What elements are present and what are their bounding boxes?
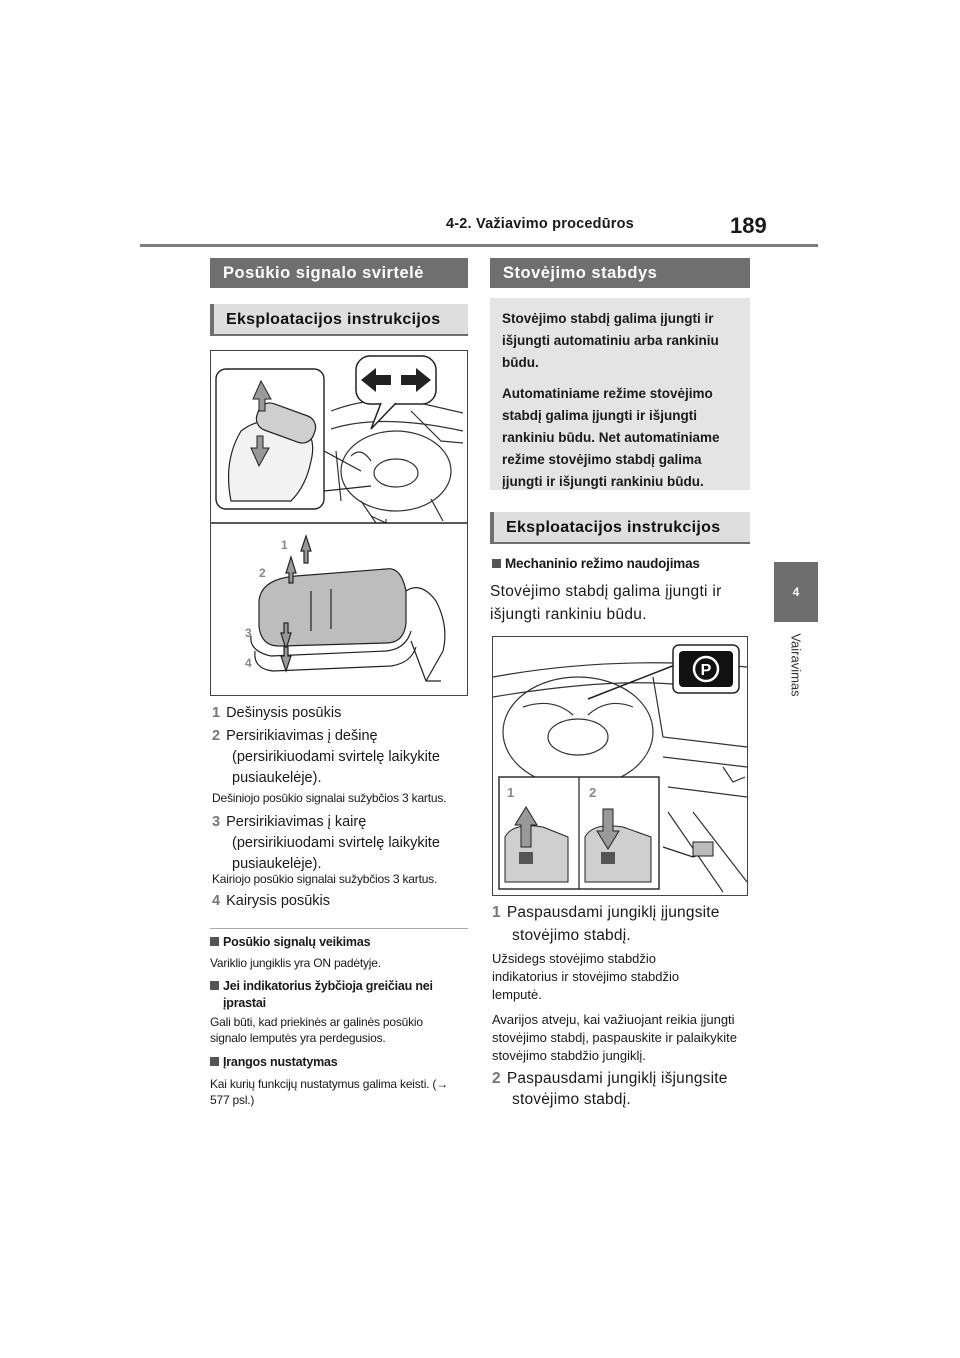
note-title: Posūkio signalų veikimas — [223, 935, 371, 949]
section-title-turn-signal: Posūkio signalo svirtelė — [210, 258, 468, 288]
note-body: Kai kurių funkcijų nustatymus galima keisti. (→ 577 psl.) — [210, 1077, 449, 1107]
item-text: Paspausdami jungiklį išjungsite stovėjimo stabdį. — [506, 1070, 728, 1108]
item-number: 2 — [212, 728, 221, 744]
item-text: Persirikiavimas į dešinę (persirikiuodami svirtelę laikykite pusiaukelėje). — [226, 728, 440, 786]
lever-arrow-4-icon — [281, 647, 291, 671]
chapter-number: 4 — [792, 585, 800, 599]
note-body: Variklio jungiklis yra ON padėtyje. — [210, 956, 381, 970]
list-item — [492, 901, 747, 947]
brake-p-icon: P — [700, 662, 712, 679]
note-heading — [210, 1055, 470, 1069]
list-item — [492, 1068, 747, 1110]
page-number: 189 — [730, 213, 767, 238]
lever-illustration — [251, 536, 445, 681]
info-paragraph: Automatiniame režime stovėjimo stabdį galima įjungti ir išjungti rankiniu būdu. Net automatiniame režime stovėjimo stabdį galima įjungti ir išjungti rankiniu būdu. — [502, 386, 720, 489]
chapter-title: Vairavimas — [788, 633, 804, 697]
list-item — [212, 703, 470, 724]
item-number: 1 — [492, 904, 501, 921]
list-item — [212, 726, 464, 789]
fig-label-2: 2 — [259, 566, 266, 580]
notes-divider — [210, 928, 468, 929]
mode-intro: Stovėjimo stabdį galima įjungti ir išjungti rankiniu būdu. — [490, 583, 722, 623]
note-title: Įrangos nustatymas — [223, 1055, 338, 1069]
hand-on-lever-inset — [216, 369, 371, 509]
parking-indicator — [588, 645, 739, 699]
parking-brake-illustration — [493, 637, 747, 895]
subsection-title-right: Eksploatacijos instrukcijos — [490, 512, 750, 544]
note-heading — [210, 978, 458, 1012]
list-item — [212, 891, 470, 912]
fig-label-1: 1 — [281, 538, 288, 552]
item-text: Paspausdami jungiklį įjungsite stovėjimo stabdį. — [506, 904, 720, 944]
note-right-signal: Dešiniojo posūkio signalai sužybčios 3 kartus. — [212, 791, 447, 805]
item-text: Kairysis posūkis — [226, 893, 331, 909]
fig-label-1: 1 — [507, 785, 515, 800]
info-paragraph: Stovėjimo stabdį galima įjungti ir išjungti automatiniu arba rankiniu būdu. — [502, 311, 719, 370]
square-bullet-icon — [210, 1057, 219, 1066]
section-title-parking-brake: Stovėjimo stabdys — [490, 258, 750, 288]
mode-heading-text: Mechaninio režimo naudojimas — [505, 556, 700, 571]
fig-label-4: 4 — [245, 656, 252, 670]
item-note: Avarijos atveju, kai važiuojant reikia įjungti stovėjimo stabdį, paspauskite ir palaikykite stovėjimo stabdžio jungiklį. — [492, 1012, 737, 1063]
note-heading — [210, 935, 470, 949]
item-note: Užsidegs stovėjimo stabdžio indikatorius ir stovėjimo stabdžio lemputė. — [492, 951, 680, 1002]
lever-arrow-1-icon — [301, 536, 311, 563]
fig-label-3: 3 — [245, 626, 252, 640]
fig-label-2: 2 — [589, 785, 597, 800]
chapter-title-vertical — [758, 620, 834, 710]
note-title: Jei indikatorius žybčioja greičiau nei įprastai — [223, 979, 433, 1010]
mode-heading — [492, 556, 752, 571]
turn-signal-illustration — [211, 351, 467, 695]
item-number: 2 — [492, 1070, 501, 1087]
item-number: 1 — [212, 705, 221, 721]
square-bullet-icon — [210, 937, 219, 946]
square-bullet-icon — [492, 559, 501, 568]
info-box — [490, 298, 750, 490]
note-left-signal: Kairiojo posūkio signalai sužybčios 3 kartus. — [212, 872, 438, 886]
parking-brake-figure — [492, 636, 748, 896]
arrows-bubble — [356, 356, 436, 429]
item-text: Dešinysis posūkis — [226, 705, 342, 721]
item-number: 3 — [212, 814, 221, 830]
list-item — [212, 812, 464, 875]
note-body: Gali būti, kad priekinės ar galinės posūkio signalo lemputės yra perdegusios. — [210, 1015, 423, 1045]
turn-signal-figure — [210, 350, 468, 696]
chapter-tab[interactable] — [774, 562, 818, 622]
subsection-title-left: Eksploatacijos instrukcijos — [210, 304, 468, 336]
item-number: 4 — [212, 893, 221, 909]
header-rule — [140, 244, 818, 247]
square-bullet-icon — [210, 981, 219, 990]
switch-insets — [499, 777, 659, 889]
running-header-section: 4-2. Važiavimo procedūros — [446, 216, 634, 232]
item-text: Persirikiavimas į kairę (persirikiuodami svirtelę laikykite pusiaukelėje). — [226, 814, 440, 872]
